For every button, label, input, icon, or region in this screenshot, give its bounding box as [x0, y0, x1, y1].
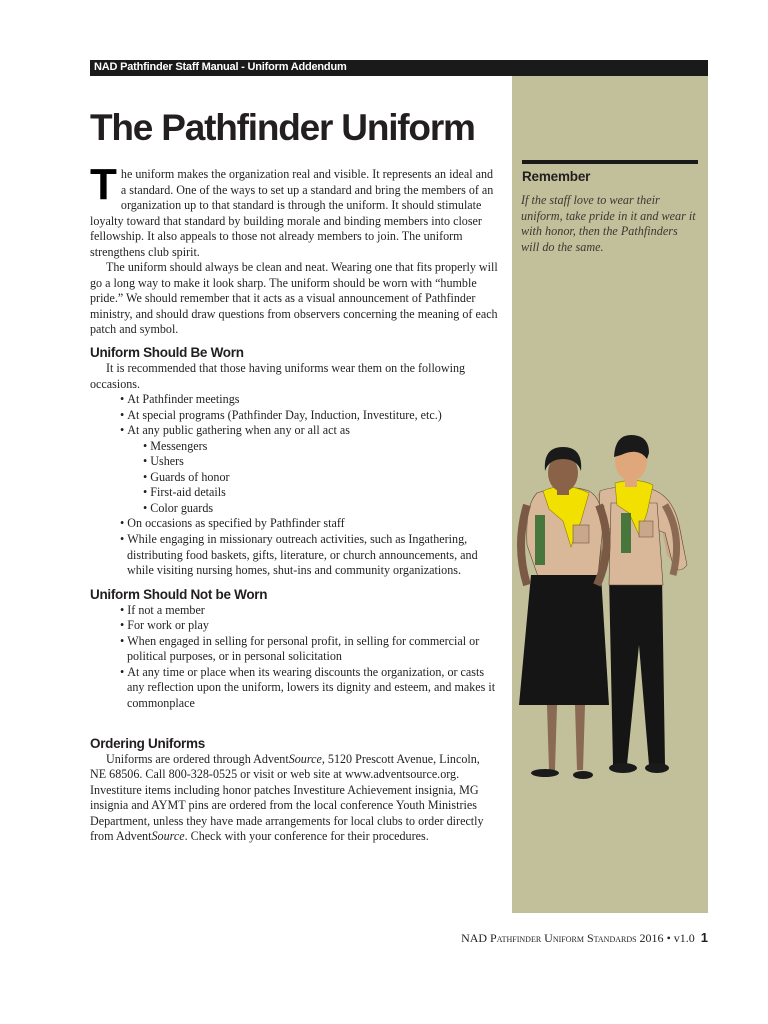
list-item: • At any public gathering when any or all act as [90, 423, 498, 439]
ordering-text-2: , 5120 Prescott Avenue, Lincoln, NE 68506. Call 800-328-0525 or visit or web site at www.adventsource.org. Investiture items including honor patches Investiture Achievement insignia, MG insignia and AYMT pins are ordered from the local conference Youth Ministries Department, unless they have made arrangements for local clubs to order directly from Advent [90, 751, 484, 844]
sub-list-item: • Color guards [90, 501, 498, 517]
worn-sub-list [90, 439, 498, 517]
list-item: • For work or play [90, 618, 498, 634]
intro-paragraph-1-text: he uniform makes the organization real and visible. It represents an ideal and a standard. One of the ways to set up a standard and bring the members of an organization up to that standard is through the uniform. It should stimulate loyalty toward that standard by building morale and binding members into closer fellowship. It also appeals to those not already members to join. The uniform strengthens club spirit. [90, 167, 494, 259]
worn-intro: It is recommended that those having uniforms wear them on the following occasions. [90, 361, 466, 391]
ordering-paragraph [90, 752, 498, 845]
female-pathfinder-figure [519, 447, 609, 779]
page-number: 1 [700, 930, 708, 945]
list-item: • At special programs (Pathfinder Day, Induction, Investiture, etc.) [90, 408, 498, 424]
list-item: • If not a member [90, 603, 498, 619]
remember-rule [522, 160, 698, 164]
footer-label: NAD Pathfinder Uniform Standards 2016 [461, 931, 664, 945]
section-heading-ordering: Ordering Uniforms [90, 735, 205, 751]
header-bar [90, 60, 708, 76]
not-worn-list [90, 603, 498, 712]
footer-separator: • [666, 931, 671, 945]
main-content [90, 160, 498, 845]
header-text: NAD Pathfinder Staff Manual - Uniform Addendum [94, 61, 347, 73]
section-heading-not-worn: Uniform Should Not be Worn [90, 586, 268, 602]
list-item: • While engaging in missionary outreach activities, such as Ingathering, distributing food baskets, gifts, literature, or church announcements, and while visiting nursing homes, shut-ins and community organizations. [90, 532, 498, 579]
sub-list-item: • Ushers [90, 454, 498, 470]
ordering-source-2: Source [151, 829, 185, 844]
male-pathfinder-figure [597, 435, 687, 773]
page-footer [461, 930, 708, 946]
worn-list-a [90, 392, 498, 439]
worn-list-b [90, 516, 498, 578]
sub-list-item: • Guards of honor [90, 470, 498, 486]
intro-paragraph-1 [90, 160, 498, 260]
sub-list-item: • First-aid details [90, 485, 498, 501]
page-title: The Pathfinder Uniform [90, 107, 475, 148]
section-heading-worn: Uniform Should Be Worn [90, 345, 244, 361]
ordering-text-1: Uniforms are ordered through Advent [106, 751, 289, 766]
pathfinders-illustration [497, 425, 697, 800]
remember-body: If the staff love to wear their uniform, take pride in it and wear it with honor, then the Pathfinders will do the same. [521, 193, 696, 254]
remember-title: Remember [522, 169, 591, 184]
list-item: • At Pathfinder meetings [90, 392, 498, 408]
ordering-text-3: . Check with your conference for their procedures. [184, 829, 429, 844]
drop-cap: T [90, 160, 117, 209]
list-item: • On occasions as specified by Pathfinder staff [90, 516, 498, 532]
list-item: • When engaged in selling for personal profit, in selling for commercial or political purposes, or in personal solicitation [90, 634, 498, 665]
footer-version: v1.0 [673, 931, 695, 945]
sub-list-item: • Messengers [90, 439, 498, 455]
intro-paragraph-2: The uniform should always be clean and neat. Wearing one that fits properly will go a long way to make it look sharp. The uniform should be worn with “humble pride.” We should remember that it acts as a visual announcement of Pathfinder ministry, and should draw questions from observers concerning the meaning of each patch and symbol. [90, 260, 498, 337]
ordering-source-1: Source [288, 751, 322, 766]
list-item: • At any time or place when its wearing discounts the organization, or casts any reflection upon the uniform, lowers its dignity and esteem, and makes it commonplace [90, 665, 498, 712]
